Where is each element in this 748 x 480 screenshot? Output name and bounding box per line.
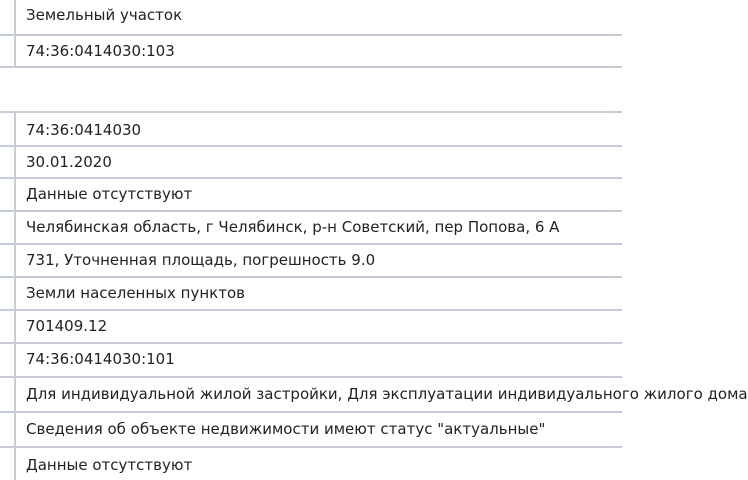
row-label-cell: [0, 212, 16, 243]
row-label-cell: [0, 413, 16, 446]
extra-info-value: Данные отсутствуют: [26, 456, 193, 474]
row-label-cell: [0, 147, 16, 177]
table-row-quarter: [0, 111, 622, 146]
table-row-land-category: [0, 276, 622, 309]
cadastral-quarter-value: 74:36:0414030: [26, 121, 142, 139]
row-label-cell: [0, 113, 16, 146]
table-row-cadastral-number: [0, 34, 622, 67]
table-row-date: [0, 145, 622, 177]
table-row-address: [0, 210, 622, 243]
address-value: Челябинская область, г Челябинск, р-н Советский, пер Попова, 6 А: [26, 218, 560, 236]
row-label-cell: [0, 311, 16, 342]
table-row-extra-info: [0, 446, 622, 480]
land-category-value: Земли населенных пунктов: [26, 284, 245, 302]
section-gap: [0, 68, 622, 110]
area-value: 731, Уточненная площадь, погрешность 9.0: [26, 251, 376, 269]
table-row-status: [0, 411, 622, 446]
table-row-cadastral-value: [0, 309, 622, 342]
permitted-use-value: Для индивидуальной жилой застройки, Для эксплуатации индивидуального жилого дома: [26, 385, 748, 403]
row-label-cell: [0, 378, 16, 411]
cadastral-number-value: 74:36:0414030:103: [26, 42, 175, 60]
row-label-cell: [0, 448, 16, 480]
table-row-linked-object: [0, 342, 622, 376]
object-type-value: Земельный участок: [26, 6, 183, 24]
row-label-cell: [0, 0, 16, 34]
no-data-value: Данные отсутствуют: [26, 185, 193, 203]
row-label-cell: [0, 36, 16, 67]
row-label-cell: [0, 245, 16, 276]
status-value: Сведения об объекте недвижимости имеют статус "актуальные": [26, 420, 546, 438]
row-label-cell: [0, 278, 16, 309]
table-row-object-type: [0, 0, 622, 34]
cadastral-value-amount: 701409.12: [26, 317, 108, 335]
linked-object-value: 74:36:0414030:101: [26, 350, 175, 368]
table-row-permitted-use: [0, 376, 748, 411]
table-row-no-data: [0, 177, 622, 210]
row-label-cell: [0, 179, 16, 210]
registration-date-value: 30.01.2020: [26, 153, 112, 171]
row-label-cell: [0, 344, 16, 376]
table-row-area: [0, 243, 622, 276]
